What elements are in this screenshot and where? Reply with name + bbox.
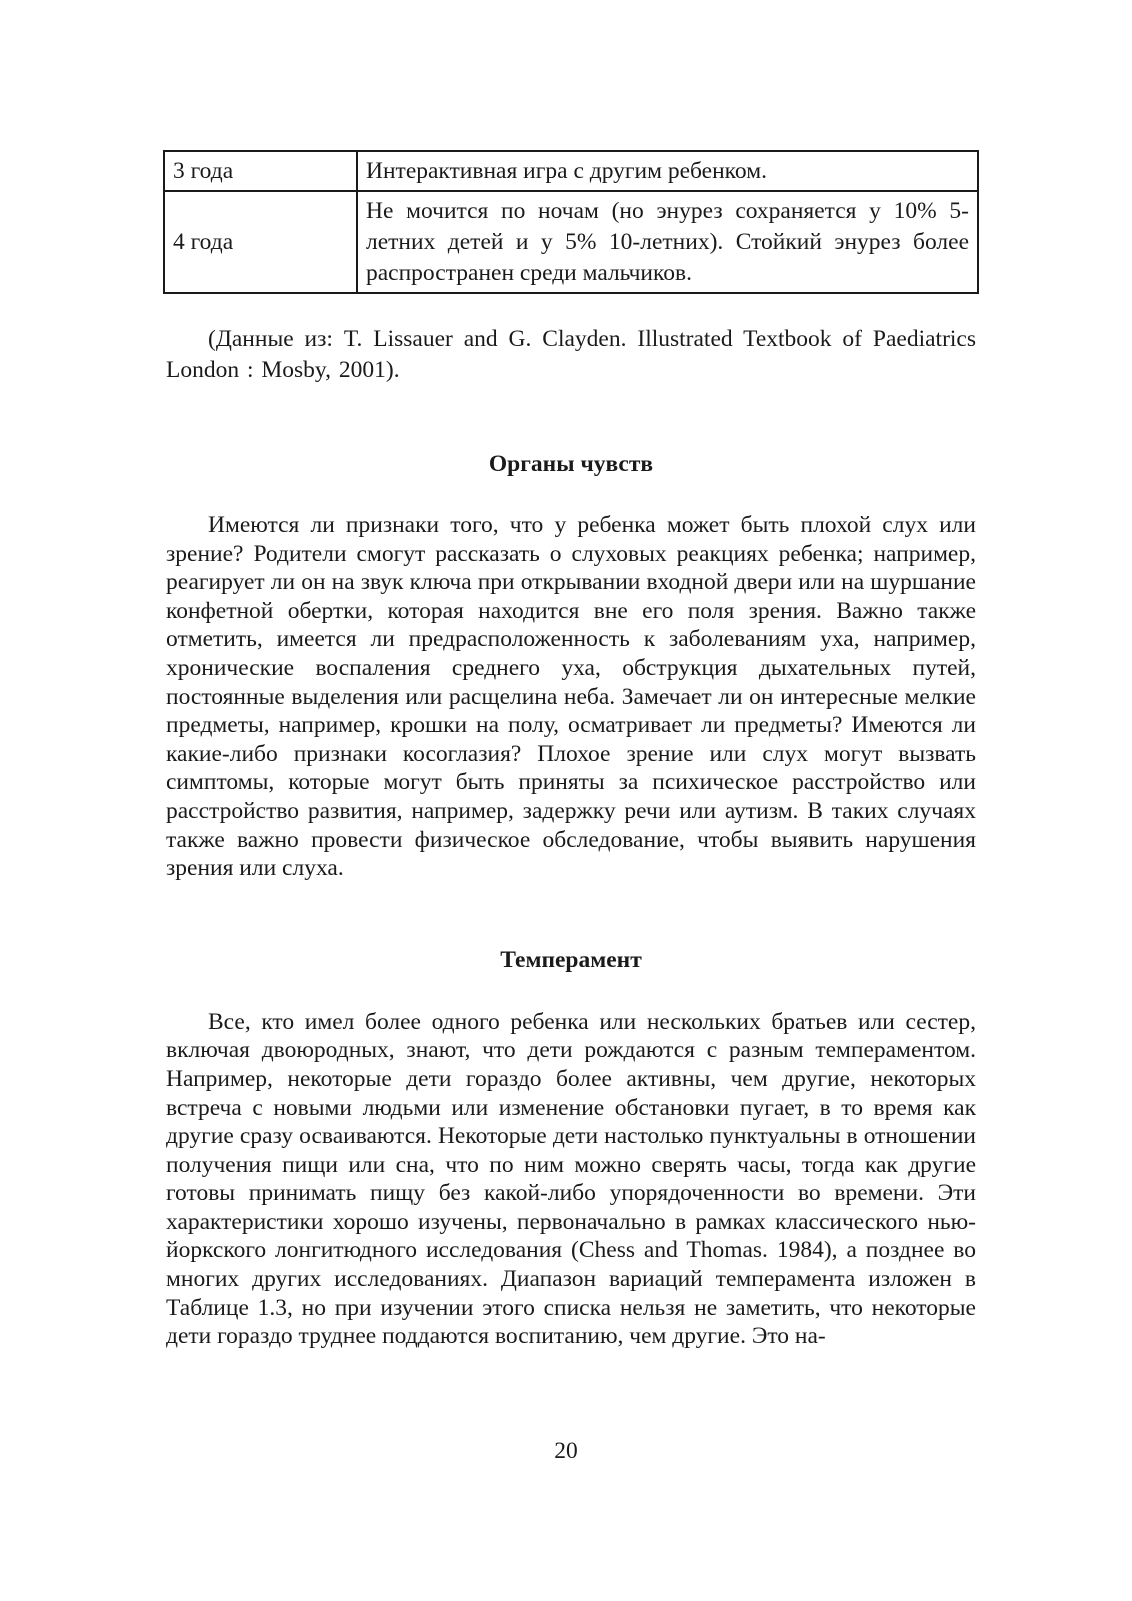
section-heading-temperament: Темперамент — [500, 946, 642, 973]
page-number: 20 — [554, 1438, 578, 1464]
table-row — [164, 191, 978, 293]
table-cell-description: Интерактивная игра с другим ребенком. — [357, 151, 978, 191]
section-heading-senses: Органы чувств — [488, 451, 654, 477]
source-note: (Данные из: T. Lissauer and G. Clayden. Illustrated Textbook of Paediatrics London : Mosby, 2001). — [166, 326, 976, 383]
table-cell-age: 4 года — [164, 191, 357, 293]
development-milestones-table — [163, 150, 979, 294]
page-content — [166, 150, 976, 1351]
section-paragraph-temperament: Все, кто имел более одного ребенка или нескольких братьев или сестер, включая двоюродных, знают, что дети рождаются с разным темпераментом. Например, некоторые дети гораздо более активны, чем другие, некоторых встреча с новыми людьми или изменение обстановки пугает, в то время как другие сразу осваиваются. Некоторые дети настолько пунктуальны в отношении получения пищи или сна, что по ним можно сверять часы, тогда как другие готовы принимать пищу без какой-либо упорядоченности во времени. Эти характеристики хорошо изучены, первоначально в рамках классического нью-йоркского лонгитюдного исследования (Chess and Thomas. 1984), а позднее во многих других исследованиях. Диапазон вариаций темперамента изложен в Таблице 1.3, но при изучении этого списка нельзя не заметить, что некоторые дети гораздо труднее поддаются воспитанию, чем другие. Это на- — [166, 1008, 976, 1350]
table-cell-description: Не мочится по ночам (но энурез сохраняется у 10% 5-летних детей и у 5% 10-летних). Стойкий энурез более распространен среди мальчиков. — [357, 191, 978, 293]
table-cell-age: 3 года — [164, 151, 357, 191]
table-row — [164, 151, 978, 191]
section-paragraph-senses: Имеются ли признаки того, что у ребенка может быть плохой слух или зрение? Родители смогут рассказать о слуховых реакциях ребенка; например, реагирует ли он на звук ключа при открывании входной двери или на шуршание конфетной обертки, которая находится вне его поля зрения. Важно также отметить, имеется ли предрасположенность к заболеваниям уха, например, хронические воспаления среднего уха, обструкция дыхательных путей, постоянные выделения или расщелина неба. Замечает ли он интересные мелкие предметы, например, крошки на полу, осматривает ли предметы? Имеются ли какие-либо признаки косоглазия? Плохое зрение или слух могут вызвать симптомы, которые могут быть приняты за психическое расстройство или расстройство развития, например, задержку речи или аутизм. В таких случаях также важно провести физическое обследование, чтобы выявить нарушения зрения или слуха. — [166, 512, 976, 882]
